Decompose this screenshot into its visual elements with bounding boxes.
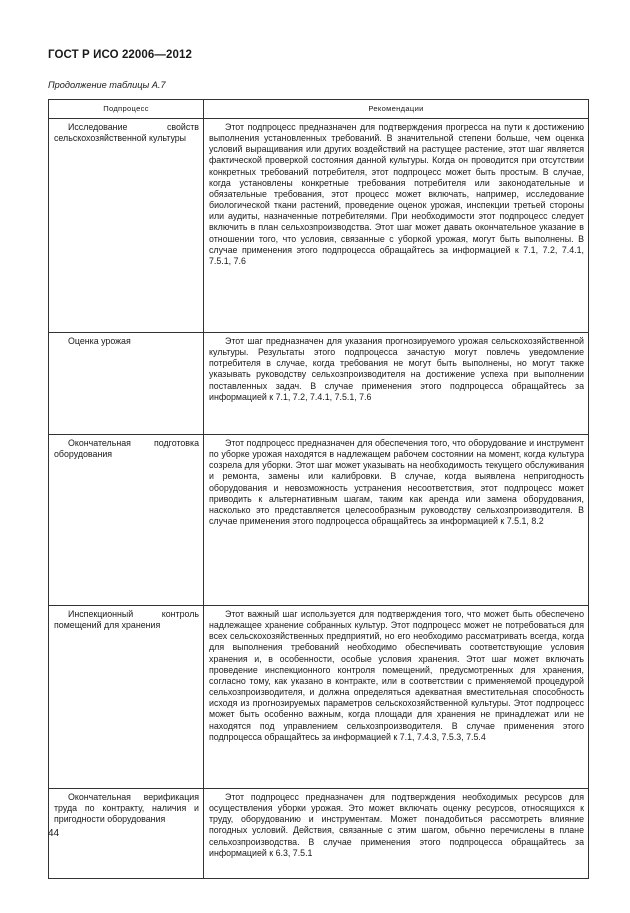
subprocess-text: Исследование свойств сельскохозяйственной культуры [54,122,199,144]
subprocess-cell [49,789,204,879]
column-header-subprocess: Подпроцесс [49,100,204,119]
table-row [49,789,589,879]
recommendation-text: Этот важный шаг используется для подтверждения того, что может быть обеспечено надлежащее хранение собранных культур. Этот подпроцесс может не потребоваться для всех сельскохозяйственных предприятий, но его необходимо рассматривать всегда, когда для выполнения требований необходимо обеспечивать соответствующие условия хранения и, в особенности, особые условия хранения. Этот шаг может включать проведение инспекционного контроля помещений, предусмотренных для хранения, согласно тому, как указано в контракте, или в соответствии с применяемой процедурой сельхозпроизводителя, и должна определяться адекватная вместительная способность исходя из прогнозируемых параметров сельскохозяйственной культуры. Этот подпроцесс может быть особенно важным, когда площади для хранения не принадлежат или не находятся под управлением сельхозпроизводителя. В случае применения этого подпроцесса обращайтесь за информацией к 7.1, 7.4.3, 7.5.3, 7.5.4 [209,609,584,742]
table-header-row [49,100,589,119]
table-row [49,119,589,333]
recommendations-table [48,99,589,879]
subprocess-cell [49,333,204,435]
table-caption: Продолжение таблицы А.7 [48,80,166,90]
subprocess-text: Окончательная подготовка оборудования [54,438,199,460]
table-row [49,606,589,789]
recommendation-cell [204,435,589,606]
recommendation-cell [204,606,589,789]
recommendation-cell [204,333,589,435]
page-number: 44 [48,828,60,839]
column-header-recommendations: Рекомендации [204,100,589,119]
subprocess-cell [49,119,204,333]
subprocess-text: Инспекционный контроль помещений для хранения [54,609,199,631]
table-row [49,435,589,606]
subprocess-text: Окончательная верификация труда по контракту, наличия и пригодности оборудования [54,792,199,825]
subprocess-cell [49,606,204,789]
table-row [49,333,589,435]
recommendation-text: Этот подпроцесс предназначен для подтверждения прогресса на пути к достижению выполнения установленных требований. В значительной степени больше, чем оценка условий выращивания или других воздействий на растущее растение, этот шаг является фактической проверкой состояния данной культуры. Когда он проводится при отсутствии конкретных требований потребителя, этот подпроцесс может быть простым. В случае, когда установлены конкретные требования потребителя или законодательные и обязательные требования, этот процесс может включать, например, исследование биологической ткани растений, проведение оценок урожая, инспекции третьей стороны или аудиты, назначенные потребителями. При необходимости этот подпроцесс следует включить в план сельхозпроизводства. Этот шаг может давать окончательное указание в отношении того, что условия, связанные с уборкой урожая, могут быть выполнены. В случае применения этого подпроцесса обращайтесь за информацией к 7.1, 7.2, 7.4.1, 7.5.1, 7.6 [209,122,584,266]
recommendation-cell [204,119,589,333]
recommendation-text: Этот подпроцесс предназначен для подтверждения необходимых ресурсов для осуществления уборки урожая. Это может включать оценку ресурсов, относящихся к труду, оборудованию и инструментам. Может понадобиться рассмотреть влияние погодных условий. Действия, связанные с этим шагом, обычно перечислены в плане сельхозпроизводства. В случае применения этого подпроцесса обращайтесь за информацией к 6.3, 7.5.1 [209,792,584,858]
recommendation-text: Этот шаг предназначен для указания прогнозируемого урожая сельскохозяйственной культуры. Результаты этого подпроцесса зачастую могут повлечь уведомление потребителя в случае, когда требования не могут быть выполнены, но могут также указывать руководству сельхозпроизводителя на достижение успеха при выполнении поставленных задач. В случае применения этого подпроцесса обращайтесь за информацией к 7.1, 7.2, 7.4.1, 7.5.1, 7.6 [209,336,584,402]
recommendation-cell [204,789,589,879]
recommendation-text: Этот подпроцесс предназначен для обеспечения того, что оборудование и инструмент по уборке урожая находятся в надлежащем рабочем состоянии на момент, когда культура созрела для уборки. Этот шаг может указывать на необходимость текущего обслуживания и ремонта, замены или калибровки. В случае, когда выявлена непригодность оборудования и невозможность устранения несоответствия, этот подпроцесс может приводить к альтернативным шагам, таким как аренда или замена оборудования, насколько это представляется целесообразным руководству сельхозпроизводителя. В случае применения этого подпроцесса обращайтесь за информацией к 7.5.1, 8.2 [209,438,584,527]
subprocess-cell [49,435,204,606]
subprocess-text: Оценка урожая [68,336,131,346]
document-header: ГОСТ Р ИСО 22006—2012 [48,49,193,61]
